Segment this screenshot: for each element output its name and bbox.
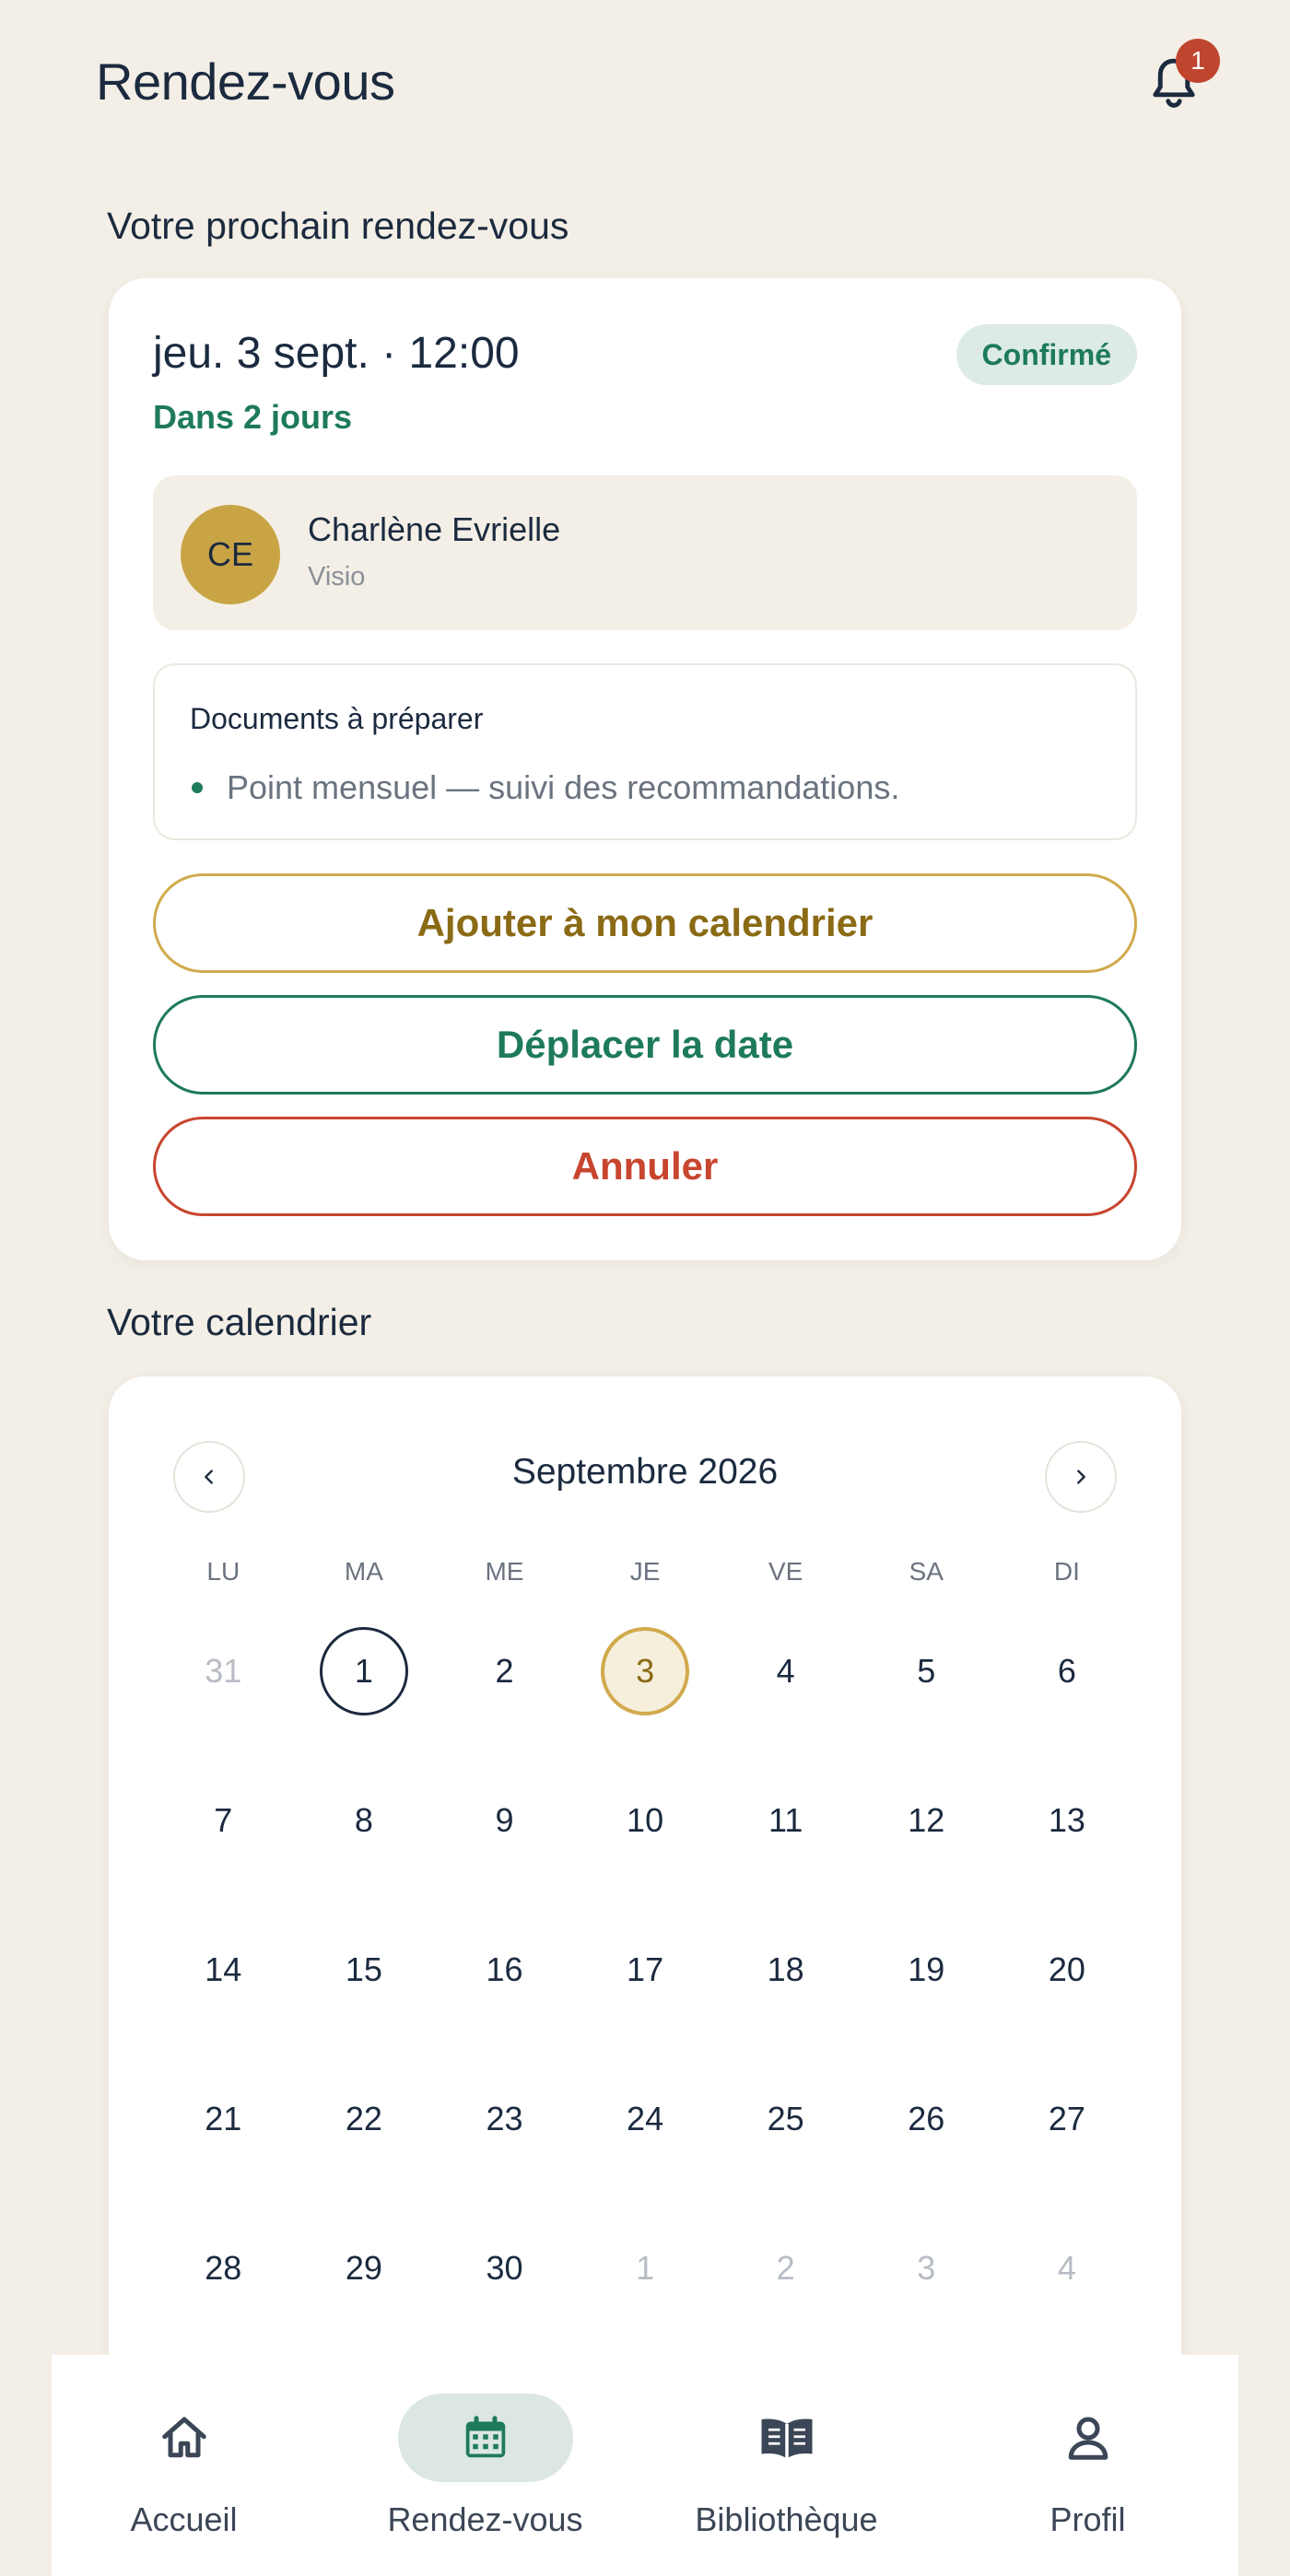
calendar-day[interactable]: 28 (205, 2249, 242, 2287)
calendar-day[interactable]: 26 (908, 2100, 945, 2137)
calendar-day-cell (960, 2191, 1175, 2340)
appointment-datetime: jeu. 3 sept. · 12:00 (153, 329, 520, 378)
calendar-day-outside[interactable]: 4 (1057, 2249, 1076, 2287)
book-icon (755, 2410, 819, 2465)
meeting-mode: Visio (308, 562, 366, 591)
calendar-day[interactable]: 22 (345, 2100, 382, 2137)
nav-item-profil[interactable] (937, 2355, 1238, 2576)
person-icon (1061, 2410, 1116, 2465)
add-to-calendar-button[interactable]: Ajouter à mon calendrier (153, 873, 1137, 973)
advisor-name: Charlène Evrielle (308, 510, 561, 548)
document-text: Point mensuel — suivi des recommandations. (227, 768, 900, 806)
calendar-day[interactable]: 10 (627, 1801, 664, 1839)
weekday-text: SA (909, 1557, 944, 1586)
nav-label: Rendez-vous (387, 2500, 583, 2538)
calendar-day[interactable]: 24 (627, 2100, 664, 2137)
nav-icon-container (398, 2394, 573, 2482)
next-month-button[interactable] (1045, 1441, 1117, 1513)
nav-icon-container (97, 2394, 272, 2482)
weekday-text: DI (1053, 1557, 1080, 1586)
documents-title: Documents à préparer (190, 702, 484, 735)
calendar-day[interactable]: 9 (495, 1801, 514, 1839)
weekday-text: JE (629, 1557, 661, 1586)
list-item (192, 768, 899, 807)
home-icon (157, 2410, 212, 2465)
calendar-day[interactable]: 19 (908, 1950, 945, 1988)
calendar-day[interactable]: 21 (205, 2100, 242, 2137)
calendar-day[interactable]: 12 (908, 1801, 945, 1839)
status-badge: Confirmé (956, 324, 1137, 385)
calendar-day[interactable]: 29 (345, 2249, 382, 2287)
calendar-day[interactable]: 11 (768, 1801, 803, 1839)
weekday-text: VE (768, 1557, 803, 1586)
calendar-day[interactable]: 30 (486, 2249, 523, 2287)
calendar-day[interactable]: 8 (354, 1801, 373, 1839)
calendar-grid (190, 1557, 1174, 2340)
nav-icon-container (699, 2394, 874, 2482)
calendar-day[interactable]: 14 (205, 1950, 242, 1988)
calendar-day[interactable]: 25 (767, 2100, 804, 2137)
calendar-day-cell (960, 1892, 1175, 2042)
calendar-day-cell (960, 2042, 1175, 2191)
next-appointment-heading: Votre prochain rendez-vous (107, 205, 569, 247)
weekday-text: MA (344, 1557, 383, 1586)
calendar-day-outside[interactable]: 2 (776, 2249, 795, 2287)
nav-label: Accueil (130, 2500, 238, 2538)
chevron-right-icon (1071, 1467, 1091, 1487)
month-label: Septembre 2026 (511, 1452, 779, 1492)
weekday-text: ME (485, 1557, 524, 1586)
calendar-card (109, 1376, 1181, 2436)
appointment-countdown: Dans 2 jours (153, 398, 353, 436)
nav-icon-container (1001, 2394, 1176, 2482)
calendar-day[interactable]: 23 (486, 2100, 523, 2137)
calendar-day[interactable]: 5 (917, 1652, 936, 1690)
cancel-appointment-button[interactable]: Annuler (153, 1117, 1137, 1216)
calendar-day[interactable]: 16 (486, 1950, 523, 1988)
calendar-day-outside[interactable]: 1 (636, 2249, 655, 2287)
weekday-label (960, 1557, 1175, 1594)
calendar-day[interactable]: 27 (1048, 2100, 1085, 2137)
nav-label: Bibliothèque (695, 2500, 878, 2538)
calendar-day[interactable]: 17 (627, 1950, 664, 1988)
bottom-navigation (52, 2355, 1238, 2576)
calendar-day[interactable]: 20 (1048, 1950, 1085, 1988)
calendar-day-outside[interactable]: 31 (205, 1652, 242, 1690)
calendar-day[interactable]: 15 (345, 1950, 382, 1988)
calendar-day[interactable]: 4 (776, 1652, 795, 1690)
calendar-day-cell (960, 1594, 1175, 1743)
page-title: Rendez-vous (96, 52, 395, 111)
nav-item-rendez-vous[interactable] (334, 2355, 636, 2576)
calendar-heading: Votre calendrier (107, 1301, 372, 1343)
reschedule-button[interactable]: Déplacer la date (153, 995, 1137, 1095)
bullet-icon (192, 782, 203, 793)
calendar-day[interactable]: 7 (214, 1801, 233, 1839)
calendar-day[interactable]: 3 (601, 1627, 689, 1715)
calendar-day-outside[interactable]: 3 (917, 2249, 936, 2287)
weekday-text: LU (206, 1557, 240, 1586)
nav-item-bibliotheque[interactable] (636, 2355, 937, 2576)
calendar-day[interactable]: 13 (1048, 1801, 1085, 1839)
calendar-day-cell (960, 1743, 1175, 1892)
calendar-icon (458, 2410, 513, 2465)
next-appointment-card (109, 278, 1181, 1260)
calendar-day[interactable]: 6 (1057, 1652, 1076, 1690)
nav-label: Profil (1050, 2500, 1126, 2538)
calendar-day[interactable]: 1 (320, 1627, 408, 1715)
calendar-day[interactable]: 18 (767, 1950, 804, 1988)
notification-badge: 1 (1176, 39, 1220, 83)
documents-box (153, 663, 1137, 840)
notifications-button[interactable] (1132, 39, 1214, 122)
avatar: CE (181, 505, 280, 604)
advisor-info (153, 475, 1137, 630)
calendar-day[interactable]: 2 (495, 1652, 514, 1690)
top-header (96, 44, 1235, 118)
nav-item-accueil[interactable] (33, 2355, 334, 2576)
